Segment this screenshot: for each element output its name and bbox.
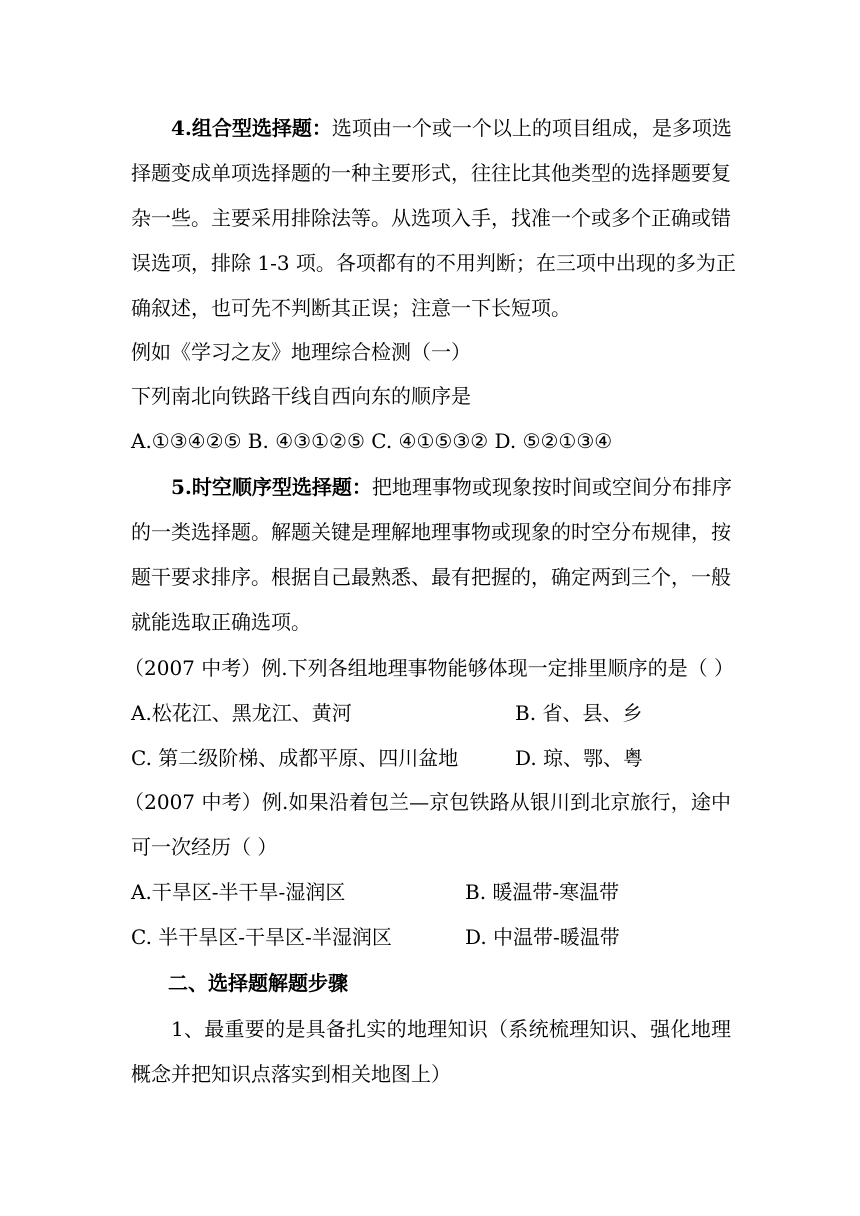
- q2-stem-line-1: （2007 中考）例.如果沿着包兰—京包铁路从银川到北京旅行，途中: [124, 790, 731, 814]
- sec5-text-line: 把地理事物或现象按时间或空间分布排序: [371, 475, 732, 499]
- q2-options-row-2: [131, 922, 731, 952]
- q2-option-d: D. 中温带-暖温带: [465, 925, 620, 949]
- q2-stem-line-2: 可一次经历（ ）: [131, 835, 278, 859]
- sec4-text-line: 确叙述，也可先不判断其正误；注意一下长短项。: [131, 296, 571, 320]
- sec4-example-source: 例如《学习之友》地理综合检测（一）: [131, 340, 471, 364]
- q1-stem: （2007 中考）例.下列各组地理事物能够体现一定排里顺序的是（ ）: [124, 656, 734, 680]
- q1-options-row-1: [131, 698, 731, 728]
- q2-option-c: C. 半干旱区-干旱区-半湿润区: [131, 925, 392, 949]
- sec4-first-line: [171, 113, 731, 143]
- q2-option-a: A.干旱区-半干旱-湿润区: [131, 880, 346, 904]
- q2-options-row-1: [131, 877, 731, 907]
- q1-option-d: D. 琼、鄂、粤: [515, 746, 644, 770]
- sec4-question: 下列南北向铁路干线自西向东的顺序是: [131, 384, 471, 408]
- sec4-text-line: 误选项，排除 1-3 项。各项都有的不用判断；在三项中出现的多为正: [131, 251, 736, 275]
- sec4-text-line: 选项由一个或一个以上的项目组成，是多项选: [331, 116, 732, 140]
- sec5-text-line: 题干要求排序。根据自己最熟悉、最有把握的，确定两到三个，一般: [131, 565, 731, 589]
- q1-option-c: C. 第二级阶梯、成都平原、四川盆地: [131, 746, 459, 770]
- sec5-first-line: [171, 472, 731, 502]
- sec4-text-line: 择题变成单项选择题的一种主要形式，往往比其他类型的选择题要复: [131, 161, 731, 185]
- part2-step1-line-1: 1、最重要的是具备扎实的地理知识（系统梳理知识、强化地理: [171, 1017, 731, 1041]
- q1-options-row-2: [131, 743, 731, 773]
- sec5-text-line: 就能选取正确选项。: [131, 610, 311, 634]
- sec5-text-line: 的一类选择题。解题关键是理解地理事物或现象的时空分布规律，按: [131, 520, 731, 544]
- q2-option-b: B. 暖温带-寒温带: [465, 880, 620, 904]
- q1-option-a: A.松花江、黑龙江、黄河: [131, 701, 352, 725]
- sec4-heading: 4.组合型选择题：: [171, 116, 332, 140]
- sec5-heading: 5.时空顺序型选择题：: [171, 475, 372, 499]
- q1-option-b: B. 省、县、乡: [515, 701, 643, 725]
- part2-heading: 二、选择题解题步骤: [168, 971, 348, 995]
- part2-step1-line-2: 概念并把知识点落实到相关地图上）: [131, 1062, 451, 1086]
- sec4-options: A.①③④②⑤ B. ④③①②⑤ C. ④①⑤③② D. ⑤②①③④: [131, 429, 613, 453]
- sec4-text-line: 杂一些。主要采用排除法等。从选项入手，找准一个或多个正确或错: [131, 206, 731, 230]
